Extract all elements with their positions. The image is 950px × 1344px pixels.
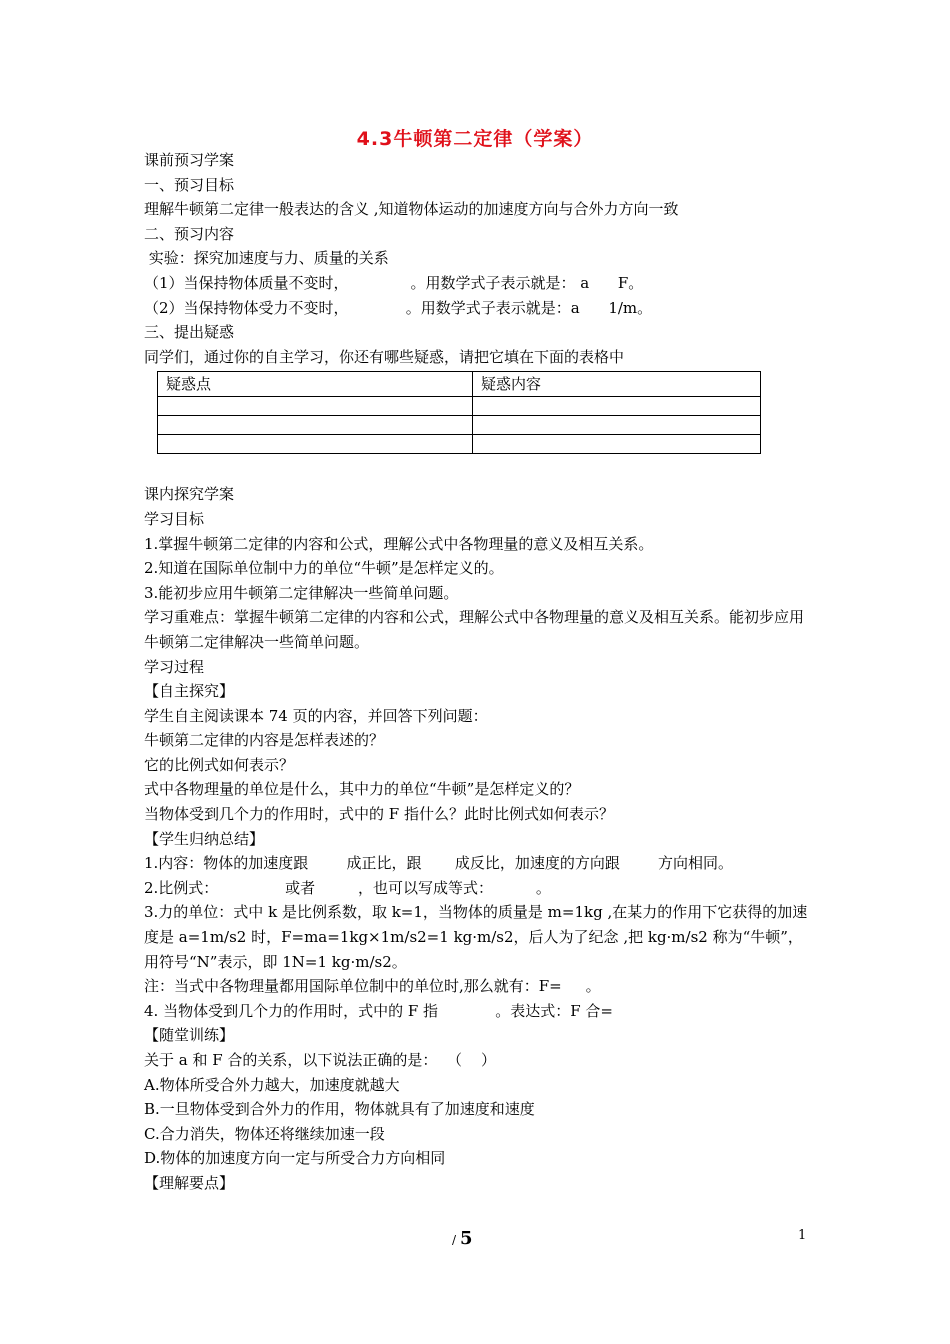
table-row bbox=[158, 435, 761, 454]
table-row bbox=[158, 397, 761, 416]
summary-heading: 【学生归纳总结】 bbox=[144, 829, 265, 848]
experiment-line: 实验：探究加速度与力、质量的关系 bbox=[144, 249, 389, 268]
summary-item-4: 4. 当物体受到几个力的作用时，式中的 F 指 。表达式：F 合= bbox=[144, 1001, 613, 1020]
learning-goal-2: 2.知道在国际单位制中力的单位“牛顿”是怎样定义的。 bbox=[144, 559, 504, 578]
section-heading-preview: 课前预习学案 bbox=[144, 151, 235, 169]
table-cell[interactable] bbox=[158, 416, 473, 435]
table-header-doubt-point: 疑惑点 bbox=[158, 372, 473, 397]
summary-item-1: 1.内容：物体的加速度跟 成正比，跟 成反比，加速度的方向跟 方向相同。 bbox=[144, 854, 733, 873]
understanding-heading: 【理解要点】 bbox=[144, 1173, 235, 1192]
table-cell[interactable] bbox=[158, 397, 473, 416]
practice-question: 关于 a 和 F 合的关系，以下说法正确的是： （ ） bbox=[144, 1051, 497, 1069]
table-cell[interactable] bbox=[473, 416, 761, 435]
question-item: 当物体受到几个力的作用时，式中的 F 指什么？此时比例式如何表示？ bbox=[144, 805, 614, 824]
option-d: D.物体的加速度方向一定与所受合力方向相同 bbox=[144, 1149, 446, 1168]
table-cell[interactable] bbox=[473, 435, 761, 454]
question-item: 式中各物理量的单位是什么，其中力的单位“牛顿”是怎样定义的？ bbox=[144, 780, 580, 799]
practice-heading: 【随堂训练】 bbox=[144, 1026, 235, 1045]
table-cell[interactable] bbox=[473, 397, 761, 416]
learning-goal-1: 1.掌握牛顿第二定律的内容和公式，理解公式中各物理量的意义及相互关系。 bbox=[144, 534, 654, 553]
table-cell[interactable] bbox=[158, 435, 473, 454]
option-b: B.一旦物体受到合外力的作用，物体就具有了加速度和速度 bbox=[144, 1100, 535, 1119]
total-pages: 5 bbox=[460, 1228, 473, 1249]
summary-item-3: 3.力的单位：式中 k 是比例系数，取 k=1，当物体的质量是 m=1kg ,在某力的作用下它获得的加速度是 a=1m/s2 时，F=ma=1kg×1m/s2=1 kg·m/s2，后人为了纪念 ,把 kg·m/s2 称为“牛顿”，用符号“N”表示，即 1N=1 kg·m/s2。 bbox=[144, 903, 808, 971]
preview-goal-text: 理解牛顿第二定律一般表达的含义 ,知道物体运动的加速度方向与合外力方向一致 bbox=[144, 200, 679, 219]
question-item: 牛顿第二定律的内容是怎样表述的？ bbox=[144, 731, 385, 750]
subheading-doubts: 三、提出疑惑 bbox=[144, 323, 235, 342]
learning-goal-3: 3.能初步应用牛顿第二定律解决一些简单问题。 bbox=[144, 583, 459, 602]
learning-process-title: 学习过程 bbox=[144, 657, 205, 676]
table-header-row bbox=[158, 372, 761, 397]
subheading-preview-goals: 一、预习目标 bbox=[144, 175, 235, 194]
section-heading-inclass: 课内探究学案 bbox=[144, 485, 235, 504]
page-separator: / bbox=[452, 1233, 457, 1247]
table-row bbox=[158, 416, 761, 435]
table-header-doubt-content: 疑惑内容 bbox=[473, 372, 761, 397]
summary-item-2: 2.比例式： 或者 ，也可以写成等式： 。 bbox=[144, 878, 551, 897]
doubts-instruction: 同学们，通过你的自主学习，你还有哪些疑惑，请把它填在下面的表格中 bbox=[144, 347, 625, 366]
question-item: 它的比例式如何表示？ bbox=[144, 755, 295, 774]
page-total bbox=[452, 1228, 473, 1249]
option-c: C.合力消失，物体还将继续加速一段 bbox=[144, 1124, 385, 1143]
self-study-heading: 【自主探究】 bbox=[144, 682, 235, 701]
document-body bbox=[144, 148, 808, 1196]
learning-goals-title: 学习目标 bbox=[144, 509, 205, 528]
key-points-text: 学习重难点：掌握牛顿第二定律的内容和公式，理解公式中各物理量的意义及相互关系。能初步应用牛顿第二定律解决一些简单问题。 bbox=[144, 608, 805, 651]
preview-question-1: （1）当保持物体质量不变时， 。用数学式子表示就是： a F。 bbox=[144, 273, 644, 292]
document-title: 4.3牛顿第二定律（学案） bbox=[356, 128, 594, 150]
reading-instruction: 学生自主阅读课本 74 页的内容，并回答下列问题： bbox=[144, 706, 488, 725]
page-number: 1 bbox=[798, 1228, 807, 1243]
preview-question-2: （2）当保持物体受力不变时， 。用数学式子表示就是：a 1/m。 bbox=[144, 298, 653, 317]
subheading-preview-content: 二、预习内容 bbox=[144, 224, 235, 243]
doubts-table bbox=[157, 371, 761, 454]
summary-note: 注：当式中各物理量都用国际单位制中的单位时,那么就有：F= 。 bbox=[144, 977, 601, 996]
option-a: A.物体所受合外力越大，加速度就越大 bbox=[144, 1075, 400, 1094]
